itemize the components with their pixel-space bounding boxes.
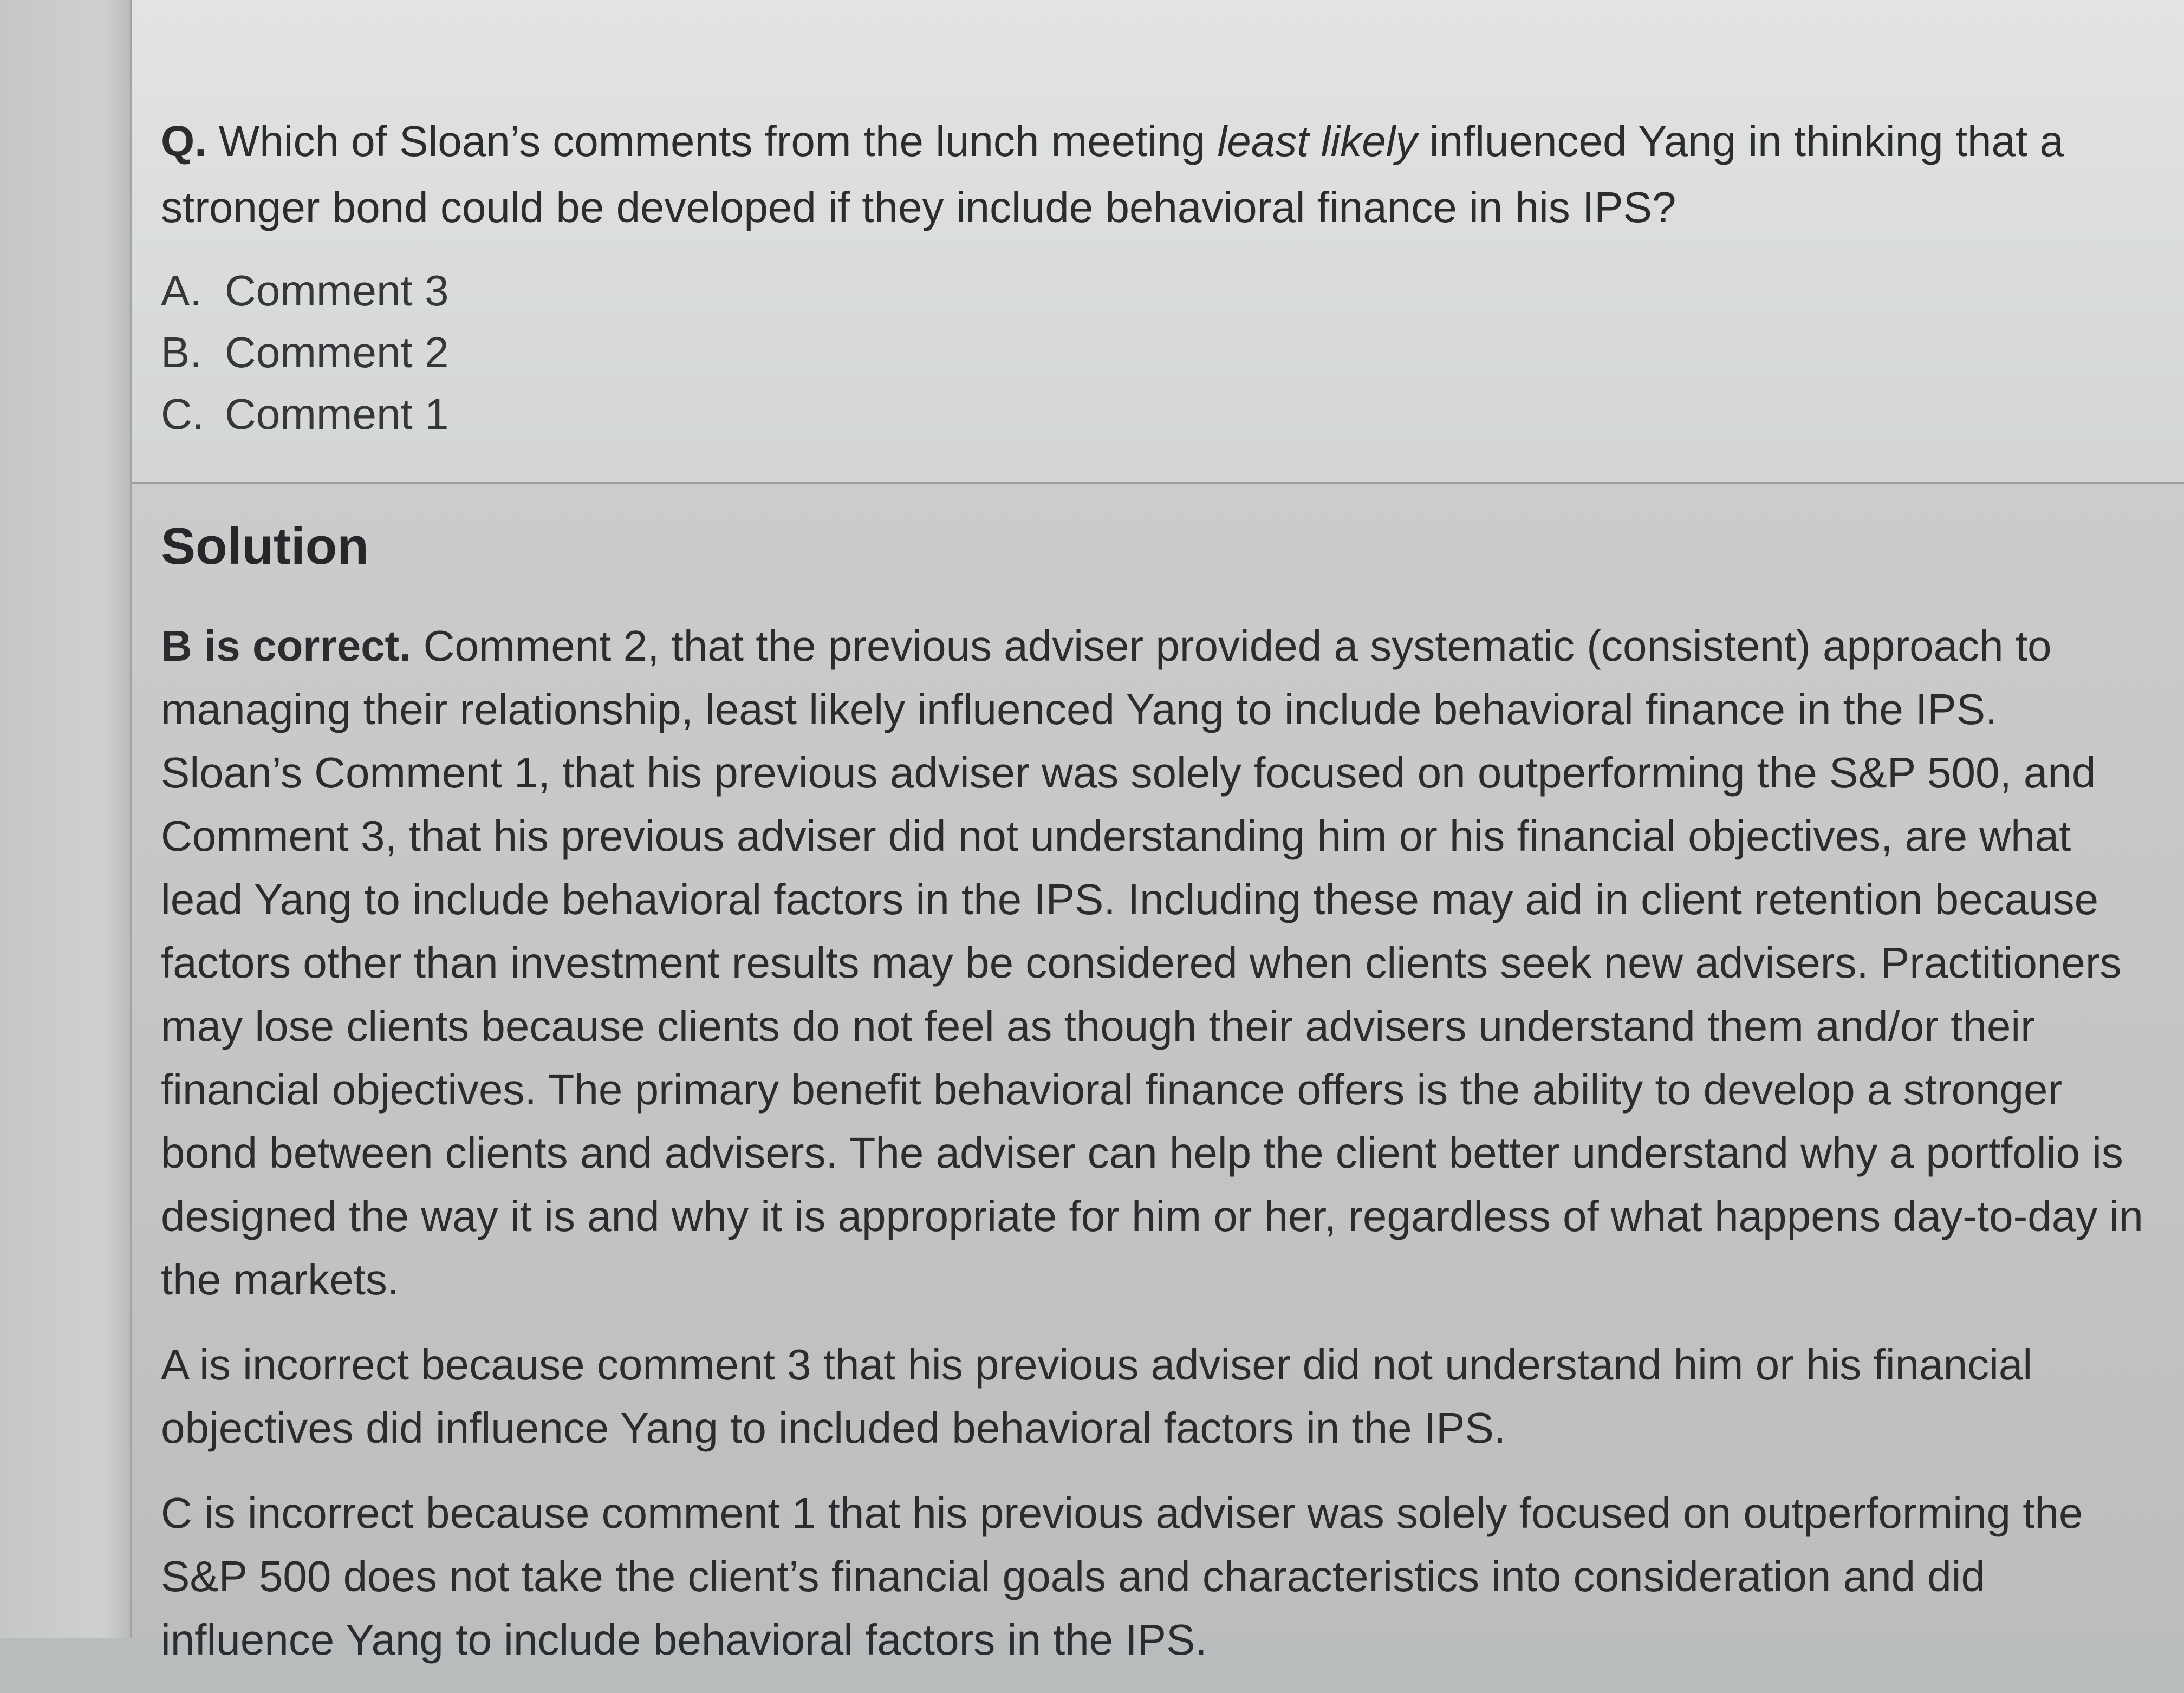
solution-paragraph-text: A is incorrect because comment 3 that his previous adviser did not understand him or his financial objectives did influence Yang to included behavioral factors in the IPS. — [161, 1340, 2033, 1452]
question-text-before: Which of Sloan’s comments from the lunch meeting — [206, 117, 1218, 165]
option-letter: C. — [161, 390, 204, 438]
question-prefix: Q. — [161, 117, 207, 165]
solution-paragraph-correct — [161, 614, 2143, 1311]
solution-paragraph-c — [161, 1481, 2143, 1671]
correct-answer-lead: B is correct. — [161, 622, 412, 670]
solution-paragraph-text: C is incorrect because comment 1 that his previous adviser was solely focused on outperforming the S&P 500 does not take the client’s financial goals and characteristics into consideration and did influence Yang to include behavioral factors in the IPS. — [161, 1489, 2083, 1664]
option-label: Comment 3 — [225, 266, 449, 315]
solution-panel — [132, 484, 2184, 1664]
solution-title: Solution — [161, 517, 369, 575]
solution-body — [161, 614, 2143, 1693]
question-text-after: influenced Yang in thinking that a stronger bond could be developed if they include behavioral finance in his IPS? — [161, 117, 2064, 231]
question-text — [161, 108, 2089, 240]
option-label: Comment 1 — [225, 390, 449, 438]
left-gutter — [0, 0, 132, 1638]
solution-paragraph-text: Comment 2, that the previous adviser provided a systematic (consistent) approach to managing their relationship, least likely influenced Yang to include behavioral finance in the IPS. Sloan’s Comment 1, that his previous adviser was solely focused on outperforming the S&P 500, and Comment 3, that his previous adviser did not understanding him or his financial objectives, are what lead Yang to include behavioral factors in the IPS. Including these may aid in client retention because factors other than investment results may be considered when clients seek new advisers. Practitioners may lose clients because clients do not feel as though their advisers understand them and/or their financial objectives. The primary benefit behavioral finance offers is the ability to develop a stronger bond between clients and advisers. The adviser can help the client better understand why a portfolio is designed the way it is and why it is appropriate for him or her, regardless of what happens day-to-day in the markets. — [161, 622, 2143, 1304]
option-label: Comment 2 — [225, 328, 449, 376]
solution-paragraph-a — [161, 1333, 2143, 1460]
answer-options — [161, 260, 448, 445]
option-a[interactable] — [161, 260, 448, 322]
question-emphasis: least likely — [1217, 117, 1418, 165]
option-letter: A. — [161, 266, 202, 315]
question-panel — [132, 0, 2184, 484]
option-letter: B. — [161, 328, 202, 376]
option-c[interactable] — [161, 383, 448, 445]
option-b[interactable] — [161, 322, 448, 383]
